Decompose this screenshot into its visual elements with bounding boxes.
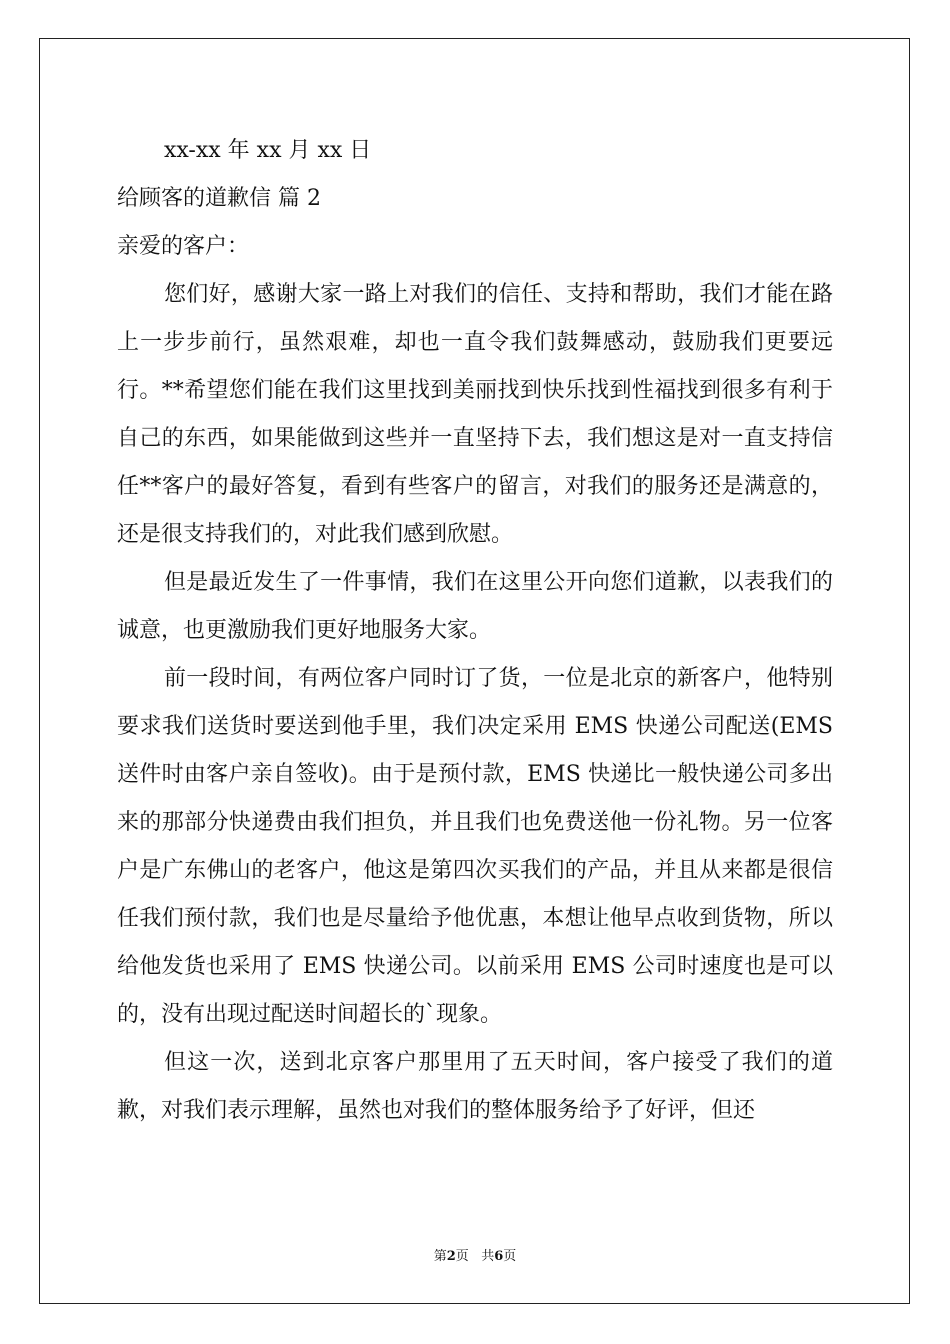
paragraph-4: 但这一次，送到北京客户那里用了五天时间，客户接受了我们的道歉，对我们表示理解，虽然也对我们的整体服务给予了好评，但还 [117,1050,833,1123]
document-body [117,127,833,1135]
paragraph-1: 您们好，感谢大家一路上对我们的信任、支持和帮助，我们才能在路上一步步前行，虽然艰难，却也一直令我们鼓舞感动，鼓励我们更要远行。**希望您们能在我们这里找到美丽找到快乐找到性福找到很多有利于自己的东西，如果能做到这些并一直坚持下去，我们想这是对一直支持信任**客户的最好答复，看到有些客户的留言，对我们的服务还是满意的，还是很支持我们的，对此我们感到欣慰。 [117,282,833,547]
paragraph-2: 但是最近发生了一件事情，我们在这里公开向您们道歉，以表我们的诚意，也更激励我们更好地服务大家。 [117,570,833,643]
page-suffix: 页 [455,1249,469,1264]
page-footer [0,1247,950,1267]
salutation: 亲爱的客户： [117,234,250,259]
letter-heading: 给顾客的道歉信 篇 2 [117,186,321,211]
date-line: xx-xx 年 xx 月 xx 日 [164,138,372,163]
page-current: 2 [446,1249,456,1264]
paragraph-3: 前一段时间，有两位客户同时订了货，一位是北京的新客户，他特别要求我们送货时要送到他手里，我们决定采用 EMS 快递公司配送(EMS 送件时由客户亲自签收)。由于是预付款，EMS 快递比一般快递公司多出来的那部分快递费由我们担负，并且我们也免费送他一份礼物。另一位客户是广东佛山的老客户，他这是第四次买我们的产品，并且从来都是很信任我们预付款，我们也是尽量给予他优惠，本想让他早点收到货物，所以给他发货也采用了 EMS 快递公司。以前采用 EMS 公司时速度也是可以的，没有出现过配送时间超长的`现象。 [117,666,833,1027]
page-total: 6 [494,1249,504,1264]
page-prefix: 第 [433,1249,447,1264]
total-prefix: 共 [481,1249,495,1264]
total-suffix: 页 [503,1249,517,1264]
